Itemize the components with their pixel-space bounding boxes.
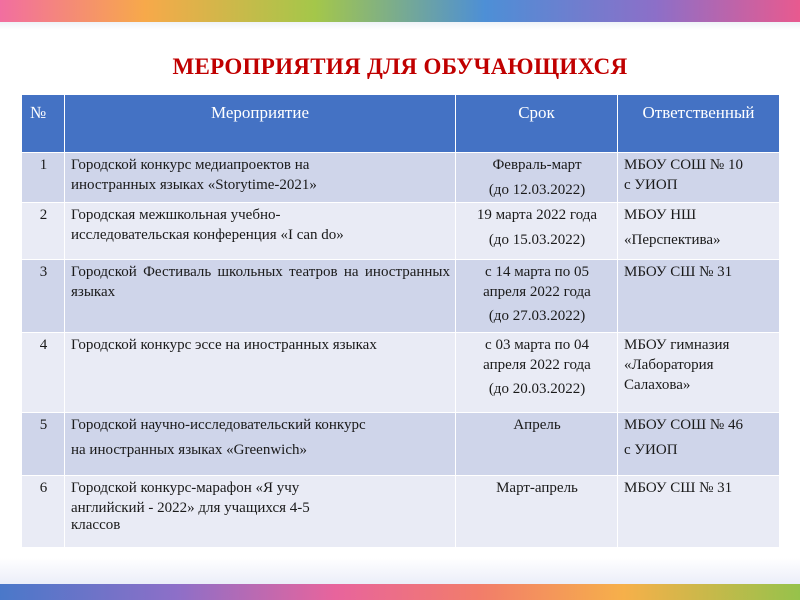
cell-event	[65, 260, 456, 333]
cell-text: Март-апрель	[496, 480, 578, 496]
stripe-segment	[655, 0, 800, 22]
cell-responsible	[618, 333, 780, 413]
cell-text: Апрель	[513, 417, 561, 433]
cell-text: Салахова»	[624, 377, 691, 393]
cell-text: (до 20.03.2022)	[488, 381, 586, 397]
table-row	[22, 153, 780, 203]
header-row	[22, 95, 780, 153]
cell-responsible	[618, 260, 780, 333]
stripe-segment	[145, 0, 315, 22]
page-title: МЕРОПРИЯТИЯ ДЛЯ ОБУЧАЮЩИХСЯ	[172, 54, 628, 79]
cell-text: МБОУ НШ	[624, 207, 697, 223]
cell-text: исследовательская конференция «I can do»	[71, 227, 344, 243]
cell-date	[456, 476, 618, 548]
cell-number: 2	[22, 203, 65, 260]
header-event: Мероприятие	[65, 95, 456, 153]
bottom-decor-stripe	[0, 584, 800, 600]
cell-event	[65, 333, 456, 413]
cell-text: апреля 2022 года	[483, 357, 591, 373]
cell-text: на иностранных языках «Greenwich»	[71, 442, 307, 458]
table-header	[22, 95, 780, 153]
cell-number: 3	[22, 260, 65, 333]
table-row	[22, 413, 780, 476]
cell-text: (до 27.03.2022)	[488, 308, 586, 324]
cell-number: 5	[22, 413, 65, 476]
cell-text: иностранных языках «Storytime-2021»	[71, 177, 317, 193]
cell-text: Городской научно-исследовательский конкурс	[71, 417, 366, 433]
cell-text: «Лаборатория	[624, 357, 714, 373]
cell-event	[65, 203, 456, 260]
cell-responsible	[618, 203, 780, 260]
cell-number: 4	[22, 333, 65, 413]
cell-responsible	[618, 153, 780, 203]
cell-text: (до 15.03.2022)	[488, 232, 586, 248]
cell-text: Февраль-март	[492, 157, 582, 173]
cell-event	[65, 476, 456, 548]
cell-text: 19 марта 2022 года	[476, 207, 598, 223]
top-decor-stripe	[0, 0, 800, 22]
cell-text: с УИОП	[624, 442, 678, 458]
cell-text: с УИОП	[624, 177, 678, 193]
table-row	[22, 260, 780, 333]
table-body	[22, 153, 780, 548]
cell-text: Городская межшкольная учебно-	[71, 207, 281, 223]
cell-text: МБОУ СШ № 31	[624, 264, 733, 280]
cell-number: 6	[22, 476, 65, 548]
header-date: Срок	[456, 95, 618, 153]
cell-text: апреля 2022 года	[483, 284, 591, 300]
cell-text: с 03 марта по 04	[485, 337, 589, 353]
cell-text: «Перспектива»	[624, 232, 721, 248]
cell-text: с 14 марта по 05	[485, 264, 589, 280]
cell-date	[456, 153, 618, 203]
cell-text: английский - 2022» для учащихся 4-5	[71, 500, 310, 516]
stripe-segment	[0, 0, 145, 22]
header-responsible: Ответственный	[618, 95, 780, 153]
cell-responsible	[618, 476, 780, 548]
cell-text: классов	[71, 517, 121, 533]
cell-text: МБОУ СОШ № 10	[624, 157, 743, 173]
table-row	[22, 476, 780, 548]
cell-responsible	[618, 413, 780, 476]
cell-text: Городской конкурс эссе на иностранных языках	[71, 337, 377, 353]
bottom-decor-glow	[0, 558, 800, 584]
cell-text: Городской конкурс-марафон «Я учу	[71, 480, 300, 496]
top-decor-fade	[0, 22, 800, 30]
table-row	[22, 333, 780, 413]
stripe-segment	[485, 0, 655, 22]
cell-text: МБОУ гимназия	[624, 337, 730, 353]
header-number: №	[22, 95, 65, 153]
cell-text: Городской Фестиваль школьных театров на иностранных языках	[71, 264, 450, 300]
cell-text: МБОУ СОШ № 46	[624, 417, 743, 433]
events-table	[21, 94, 780, 548]
cell-date	[456, 260, 618, 333]
stripe-segment	[315, 0, 485, 22]
cell-date	[456, 203, 618, 260]
cell-event	[65, 153, 456, 203]
cell-event	[65, 413, 456, 476]
cell-date	[456, 333, 618, 413]
cell-text: Городской конкурс медиапроектов на	[71, 157, 310, 173]
cell-text: (до 12.03.2022)	[488, 182, 586, 198]
cell-number: 1	[22, 153, 65, 203]
table-row	[22, 203, 780, 260]
cell-date	[456, 413, 618, 476]
cell-text: МБОУ СШ № 31	[624, 480, 733, 496]
